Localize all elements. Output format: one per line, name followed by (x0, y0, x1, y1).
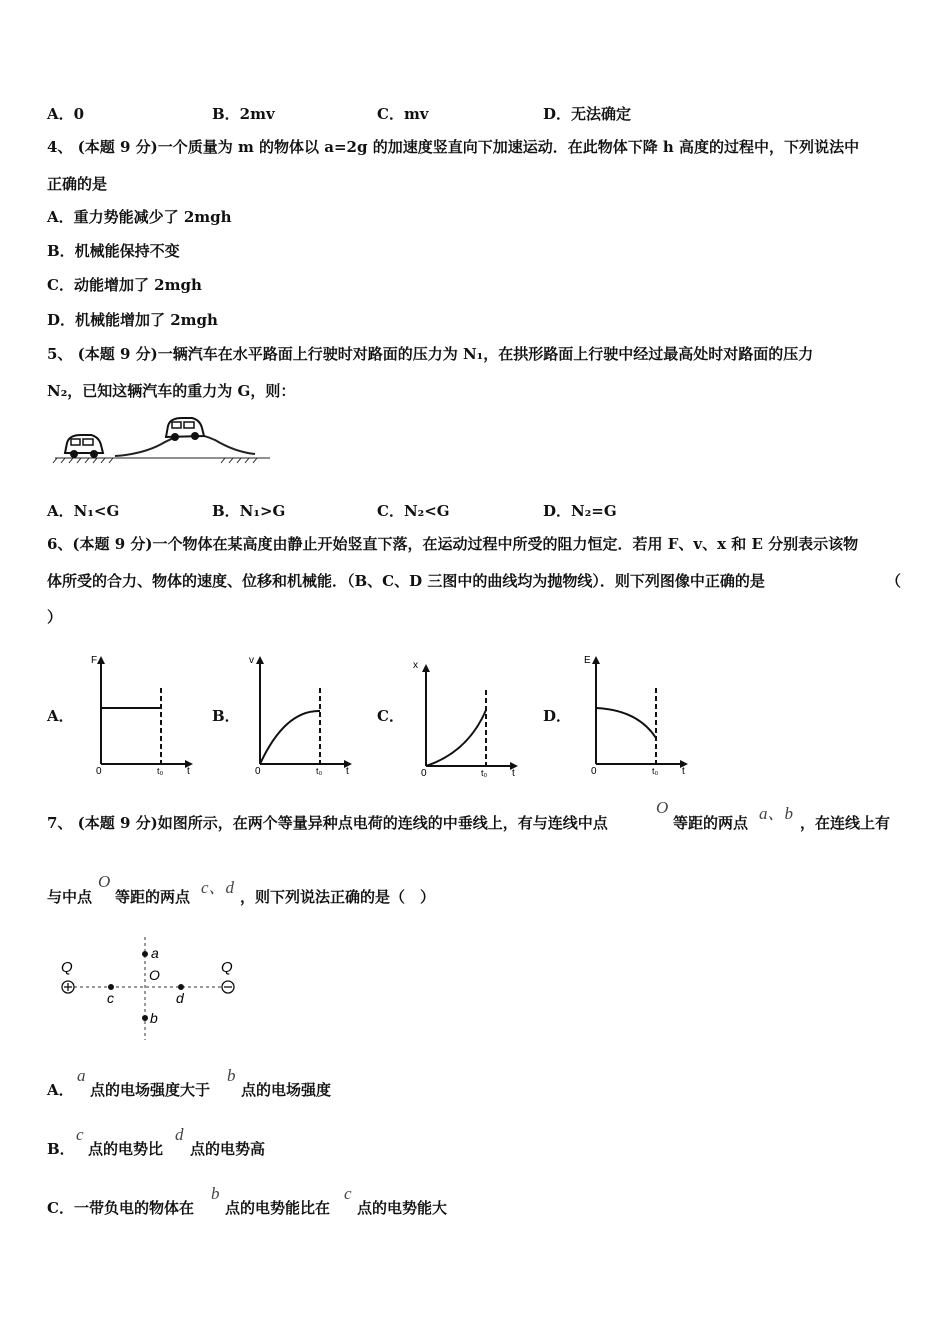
q7-option-c-text1: 点的电势能比在 (225, 1199, 331, 1217)
curve (426, 710, 486, 766)
q3-option-c: C．mv (377, 105, 429, 123)
x-axis-label: t (682, 766, 685, 777)
q4-option-a: A．重力势能减少了 2mgh (47, 208, 232, 226)
q4-stem-line1: 4、 (本题 9 分)一个质量为 m 的物体以 a=2g 的加速度竖直向下加速运动．在此物体下降 h 高度的过程中，下列说法中 (47, 138, 860, 156)
point-o-label: O (149, 967, 160, 983)
curve (260, 711, 320, 764)
point-b-dot (142, 1015, 148, 1021)
q7-charge-figure (55, 932, 245, 1044)
origin-label: 0 (591, 766, 597, 777)
x-axis-label: t (512, 768, 515, 779)
q6-stem-line1: 6、(本题 9 分)一个物体在某高度由静止开始竖直下落，在运动过程中所受的阻力恒定．若用 F、v、x 和 E 分别表示该物 (47, 535, 859, 553)
q-left-label: Q (61, 959, 73, 976)
q6-graph-b (247, 652, 362, 777)
q6-graph-c (413, 652, 528, 777)
y-axis-label: x (413, 660, 418, 671)
q7-option-b-text1: 点的电势比 (88, 1140, 164, 1158)
q3-option-d: D．无法确定 (543, 105, 632, 123)
q6-stem-line2: 体所受的合力、物体的速度、位移和机械能．（B、C、D 三图中的曲线均为抛物线）．则下列图像中正确的是 (47, 572, 765, 590)
q6-paren-close: ） (47, 608, 63, 626)
arch-road-path (115, 434, 255, 456)
q7-option-c-text2: 点的电势能大 (357, 1199, 448, 1217)
q6-paren-open: （ (886, 572, 902, 590)
q7-var-o2: O (98, 872, 111, 891)
origin-label: 0 (255, 766, 261, 777)
q7-option-b-text2: 点的电势高 (190, 1140, 266, 1158)
q7-option-c-label: C．一带负电的物体在 (47, 1199, 194, 1217)
q7-option-a-label: A． (47, 1081, 74, 1099)
q7-var-o: O (656, 798, 669, 817)
point-d-label: d (176, 990, 184, 1006)
q7-stem-part-c: ，在连线上有 (800, 814, 891, 832)
q4-option-c: C．动能增加了 2mgh (47, 276, 202, 294)
q4-option-b: B．机械能保持不变 (47, 242, 180, 260)
positive-charge-icon (62, 981, 74, 993)
q5-road-figure (55, 410, 275, 470)
negative-charge-icon (222, 981, 234, 993)
y-axis-label: v (249, 655, 254, 666)
q7-option-b-var2: d (175, 1125, 184, 1144)
origin-label: 0 (96, 766, 102, 777)
q5-option-b: B．N₁>G (212, 502, 286, 520)
x-axis-label: t (346, 766, 349, 777)
q7-option-a-text1: 点的电场强度大于 (90, 1081, 211, 1099)
q6-option-d: D． (543, 707, 572, 725)
car-arch-icon (166, 418, 204, 441)
q4-option-d: D．机械能增加了 2mgh (47, 311, 218, 329)
q7-option-a-text2: 点的电场强度 (241, 1081, 332, 1099)
q3-option-b: B．2mv (212, 105, 275, 123)
y-axis-label: F (91, 655, 98, 666)
q6-option-b: B． (212, 707, 240, 725)
point-b-label: b (150, 1010, 158, 1026)
q7-option-a-var1: a (77, 1066, 86, 1085)
q7-stem-part-d: 与中点 (47, 888, 93, 906)
q7-option-a-var2: b (227, 1066, 236, 1085)
q-right-label: Q (221, 959, 233, 976)
q7-option-c-var2: c (344, 1184, 352, 1203)
point-a-dot (142, 951, 148, 957)
point-c-label: c (107, 990, 114, 1006)
q5-option-d: D．N₂=G (543, 502, 617, 520)
q6-graph-d (583, 652, 698, 777)
q7-option-c-var1: b (211, 1184, 220, 1203)
q7-stem-part-a: 7、 (本题 9 分)如图所示，在两个等量异种点电荷的连线的中垂线上，有与连线中点 (47, 814, 608, 832)
q5-option-a: A．N₁<G (47, 502, 120, 520)
t0-label: t₀ (652, 766, 659, 776)
q7-option-b-var1: c (76, 1125, 84, 1144)
q7-stem-part-b: 等距的两点 (673, 814, 749, 832)
q5-option-c: C．N₂<G (377, 502, 450, 520)
point-a-label: a (151, 945, 159, 961)
x-axis-label: t (187, 766, 190, 777)
q7-var-cd: c、d (201, 878, 235, 897)
q6-option-a: A． (47, 707, 74, 725)
q6-option-c: C． (377, 707, 404, 725)
q5-stem-line2: N₂，已知这辆汽车的重力为 G，则： (47, 382, 296, 400)
t0-label: t₀ (157, 766, 164, 776)
y-axis-label: E (584, 655, 591, 666)
q3-option-a: A．0 (47, 105, 85, 123)
q7-var-ab: a、b (759, 804, 793, 823)
t0-label: t₀ (481, 768, 488, 778)
q4-stem-line2: 正确的是 (47, 175, 108, 193)
q7-stem-part-f: ，则下列说法正确的是（ ） (240, 888, 436, 906)
q7-option-b-label: B． (47, 1140, 75, 1158)
curve (596, 708, 656, 738)
q7-stem-part-e: 等距的两点 (115, 888, 191, 906)
q5-stem-line1: 5、 (本题 9 分)一辆汽车在水平路面上行驶时对路面的压力为 N₁，在拱形路面上行驶中经过最高处时对路面的压力 (47, 345, 814, 363)
t0-label: t₀ (316, 766, 323, 776)
car-flat-icon (65, 435, 103, 458)
origin-label: 0 (421, 768, 427, 779)
q6-graph-a (88, 652, 203, 777)
